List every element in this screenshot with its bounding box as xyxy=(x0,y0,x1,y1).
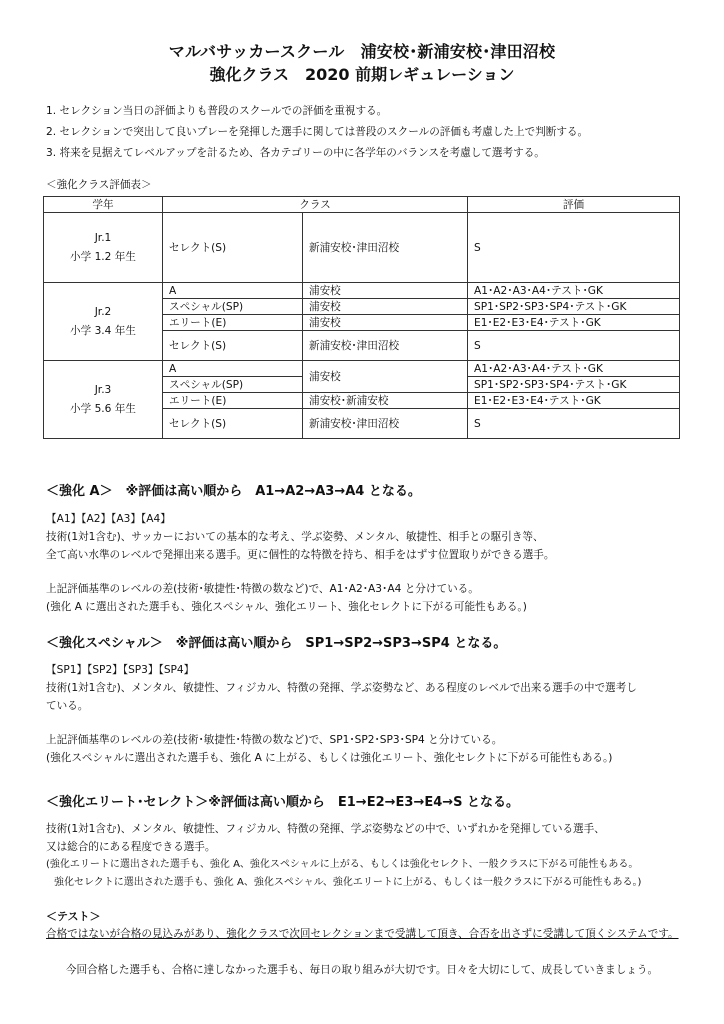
document-title: マルバサッカースクール 浦安校･新浦安校･津田沼校 xyxy=(168,42,556,61)
header-rating: 評価 xyxy=(468,197,680,213)
rule-item: 1. セレクション当日の評価よりも普段のスクールでの評価を重視する。 xyxy=(46,105,388,117)
school-cell: 浦安校 xyxy=(303,299,468,315)
header-grade: 学年 xyxy=(44,197,163,213)
rating-cell: E1･E2･E3･E4･テスト･GK xyxy=(468,393,680,409)
section-note: 上記評価基準のレベルの差(技術･敏捷性･特徴の数など)で、A1･A2･A3･A4 と分けている。 xyxy=(46,583,479,595)
section-note: (強化 A に選出された選手も、強化スペシャル、強化エリート、強化セレクトに下がる可能性もある。) xyxy=(46,601,527,613)
school-cell: 新浦安校･津田沼校 xyxy=(303,213,468,283)
table-caption: ＜強化クラス評価表＞ xyxy=(46,179,152,191)
rating-cell: E1･E2･E3･E4･テスト･GK xyxy=(468,315,680,331)
school-cell: 浦安校 xyxy=(303,283,468,299)
test-heading: ＜テスト＞ xyxy=(46,910,101,923)
rating-cell: SP1･SP2･SP3･SP4･テスト･GK xyxy=(468,299,680,315)
header-class: クラス xyxy=(163,197,468,213)
section-note: (強化スペシャルに選出された選手も、強化 A に上がる、もしくは強化エリート、強化セレクトに下がる可能性もある。) xyxy=(46,752,613,764)
class-cell: セレクト(S) xyxy=(163,331,303,361)
rating-cell: A1･A2･A3･A4･テスト･GK xyxy=(468,361,680,377)
section-text: 又は総合的にある程度できる選手。 xyxy=(46,841,216,853)
school-cell: 新浦安校･津田沼校 xyxy=(303,331,468,361)
class-cell: セレクト(S) xyxy=(163,409,303,439)
section-note: 強化セレクトに選出された選手も、強化 A、強化スペシャル、強化エリートに上がる、もしくは一般クラスに下がる可能性もある。) xyxy=(54,877,642,888)
section-strong-special xyxy=(46,634,686,767)
grade-cell: Jr.3 小学 5.6 年生 xyxy=(44,361,163,439)
closing-message: 今回合格した選手も、合格に達しなかった選手も、毎日の取り組みが大切です。日々を大切にして、成長していきましょう。 xyxy=(65,964,659,976)
rule-item: 2. セレクションで突出して良いプレーを発揮した選手に関しては普段のスクールの評価も考慮した上で判断する。 xyxy=(46,126,589,138)
section-heading: ＜強化 A＞ ※評価は高い順から A1→A2→A3→A4 となる。 xyxy=(46,484,421,499)
grade-cell: Jr.2 小学 3.4 年生 xyxy=(44,283,163,361)
school-cell: 新浦安校･津田沼校 xyxy=(303,409,468,439)
class-cell: A xyxy=(163,283,303,299)
section-text: 技術(1対1含む)、メンタル、敏捷性、フィジカル、特徴の発揮、学ぶ姿勢など、ある程度のレベルで出来る選手の中で選考し xyxy=(46,682,637,694)
class-cell: エリート(E) xyxy=(163,315,303,331)
section-text: 技術(1対1含む)、メンタル、敏捷性、フィジカル、特徴の発揮、学ぶ姿勢などの中で、いずれかを発揮している選手、 xyxy=(46,823,605,835)
rating-cell: S xyxy=(468,213,680,283)
table-row xyxy=(44,283,680,299)
level-list: 【A1】【A2】【A3】【A4】 xyxy=(46,513,171,525)
school-cell: 浦安校･新浦安校 xyxy=(303,393,468,409)
document-subtitle: 強化クラス 2020 前期レギュレーション xyxy=(209,65,515,84)
test-description: 合格ではないが合格の見込みがあり、強化クラスで次回セレクションまで受講して頂き、合否を出さずに受講して頂くシステムです。 xyxy=(46,928,679,940)
class-cell: A xyxy=(163,361,303,377)
rating-cell: A1･A2･A3･A4･テスト･GK xyxy=(468,283,680,299)
section-note: 上記評価基準のレベルの差(技術･敏捷性･特徴の数など)で、SP1･SP2･SP3･SP4 と分けている。 xyxy=(46,734,503,746)
rule-item: 3. 将来を見据えてレベルアップを計るため、各カテゴリーの中に各学年のバランスを考慮して選考する。 xyxy=(46,147,545,159)
rating-cell: SP1･SP2･SP3･SP4･テスト･GK xyxy=(468,377,680,393)
evaluation-table xyxy=(43,196,680,439)
class-cell: スペシャル(SP) xyxy=(163,299,303,315)
table-row xyxy=(44,361,680,377)
section-heading: ＜強化エリート･セレクト＞※評価は高い順から E1→E2→E3→E4→S となる。 xyxy=(46,795,520,810)
section-heading: ＜強化スペシャル＞ ※評価は高い順から SP1→SP2→SP3→SP4 となる。 xyxy=(46,636,507,651)
section-strong-a xyxy=(46,482,686,616)
class-cell: セレクト(S) xyxy=(163,213,303,283)
section-text: ている。 xyxy=(46,700,89,712)
rating-cell: S xyxy=(468,409,680,439)
table-header-row xyxy=(44,197,680,213)
section-text: 技術(1対1含む)、サッカーにおいての基本的な考え、学ぶ姿勢、メンタル、敏捷性、相手との駆引き等、 xyxy=(46,531,544,543)
class-cell: エリート(E) xyxy=(163,393,303,409)
class-cell: スペシャル(SP) xyxy=(163,377,303,393)
table-row xyxy=(44,213,680,283)
section-elite-select xyxy=(46,793,686,892)
grade-cell: Jr.1 小学 1.2 年生 xyxy=(44,213,163,283)
school-cell: 浦安校 xyxy=(303,361,468,393)
rating-cell: S xyxy=(468,331,680,361)
school-cell: 浦安校 xyxy=(303,315,468,331)
selection-rules xyxy=(46,101,686,164)
section-text: 全て高い水準のレベルで発揮出来る選手。更に個性的な特徴を持ち、相手をはずす位置取りができる選手。 xyxy=(46,549,555,561)
section-note: (強化エリートに選出された選手も、強化 A、強化スペシャルに上がる、もしくは強化セレクト、一般クラスに下がる可能性もある。 xyxy=(46,859,639,870)
level-list: 【SP1】【SP2】【SP3】【SP4】 xyxy=(46,664,195,676)
